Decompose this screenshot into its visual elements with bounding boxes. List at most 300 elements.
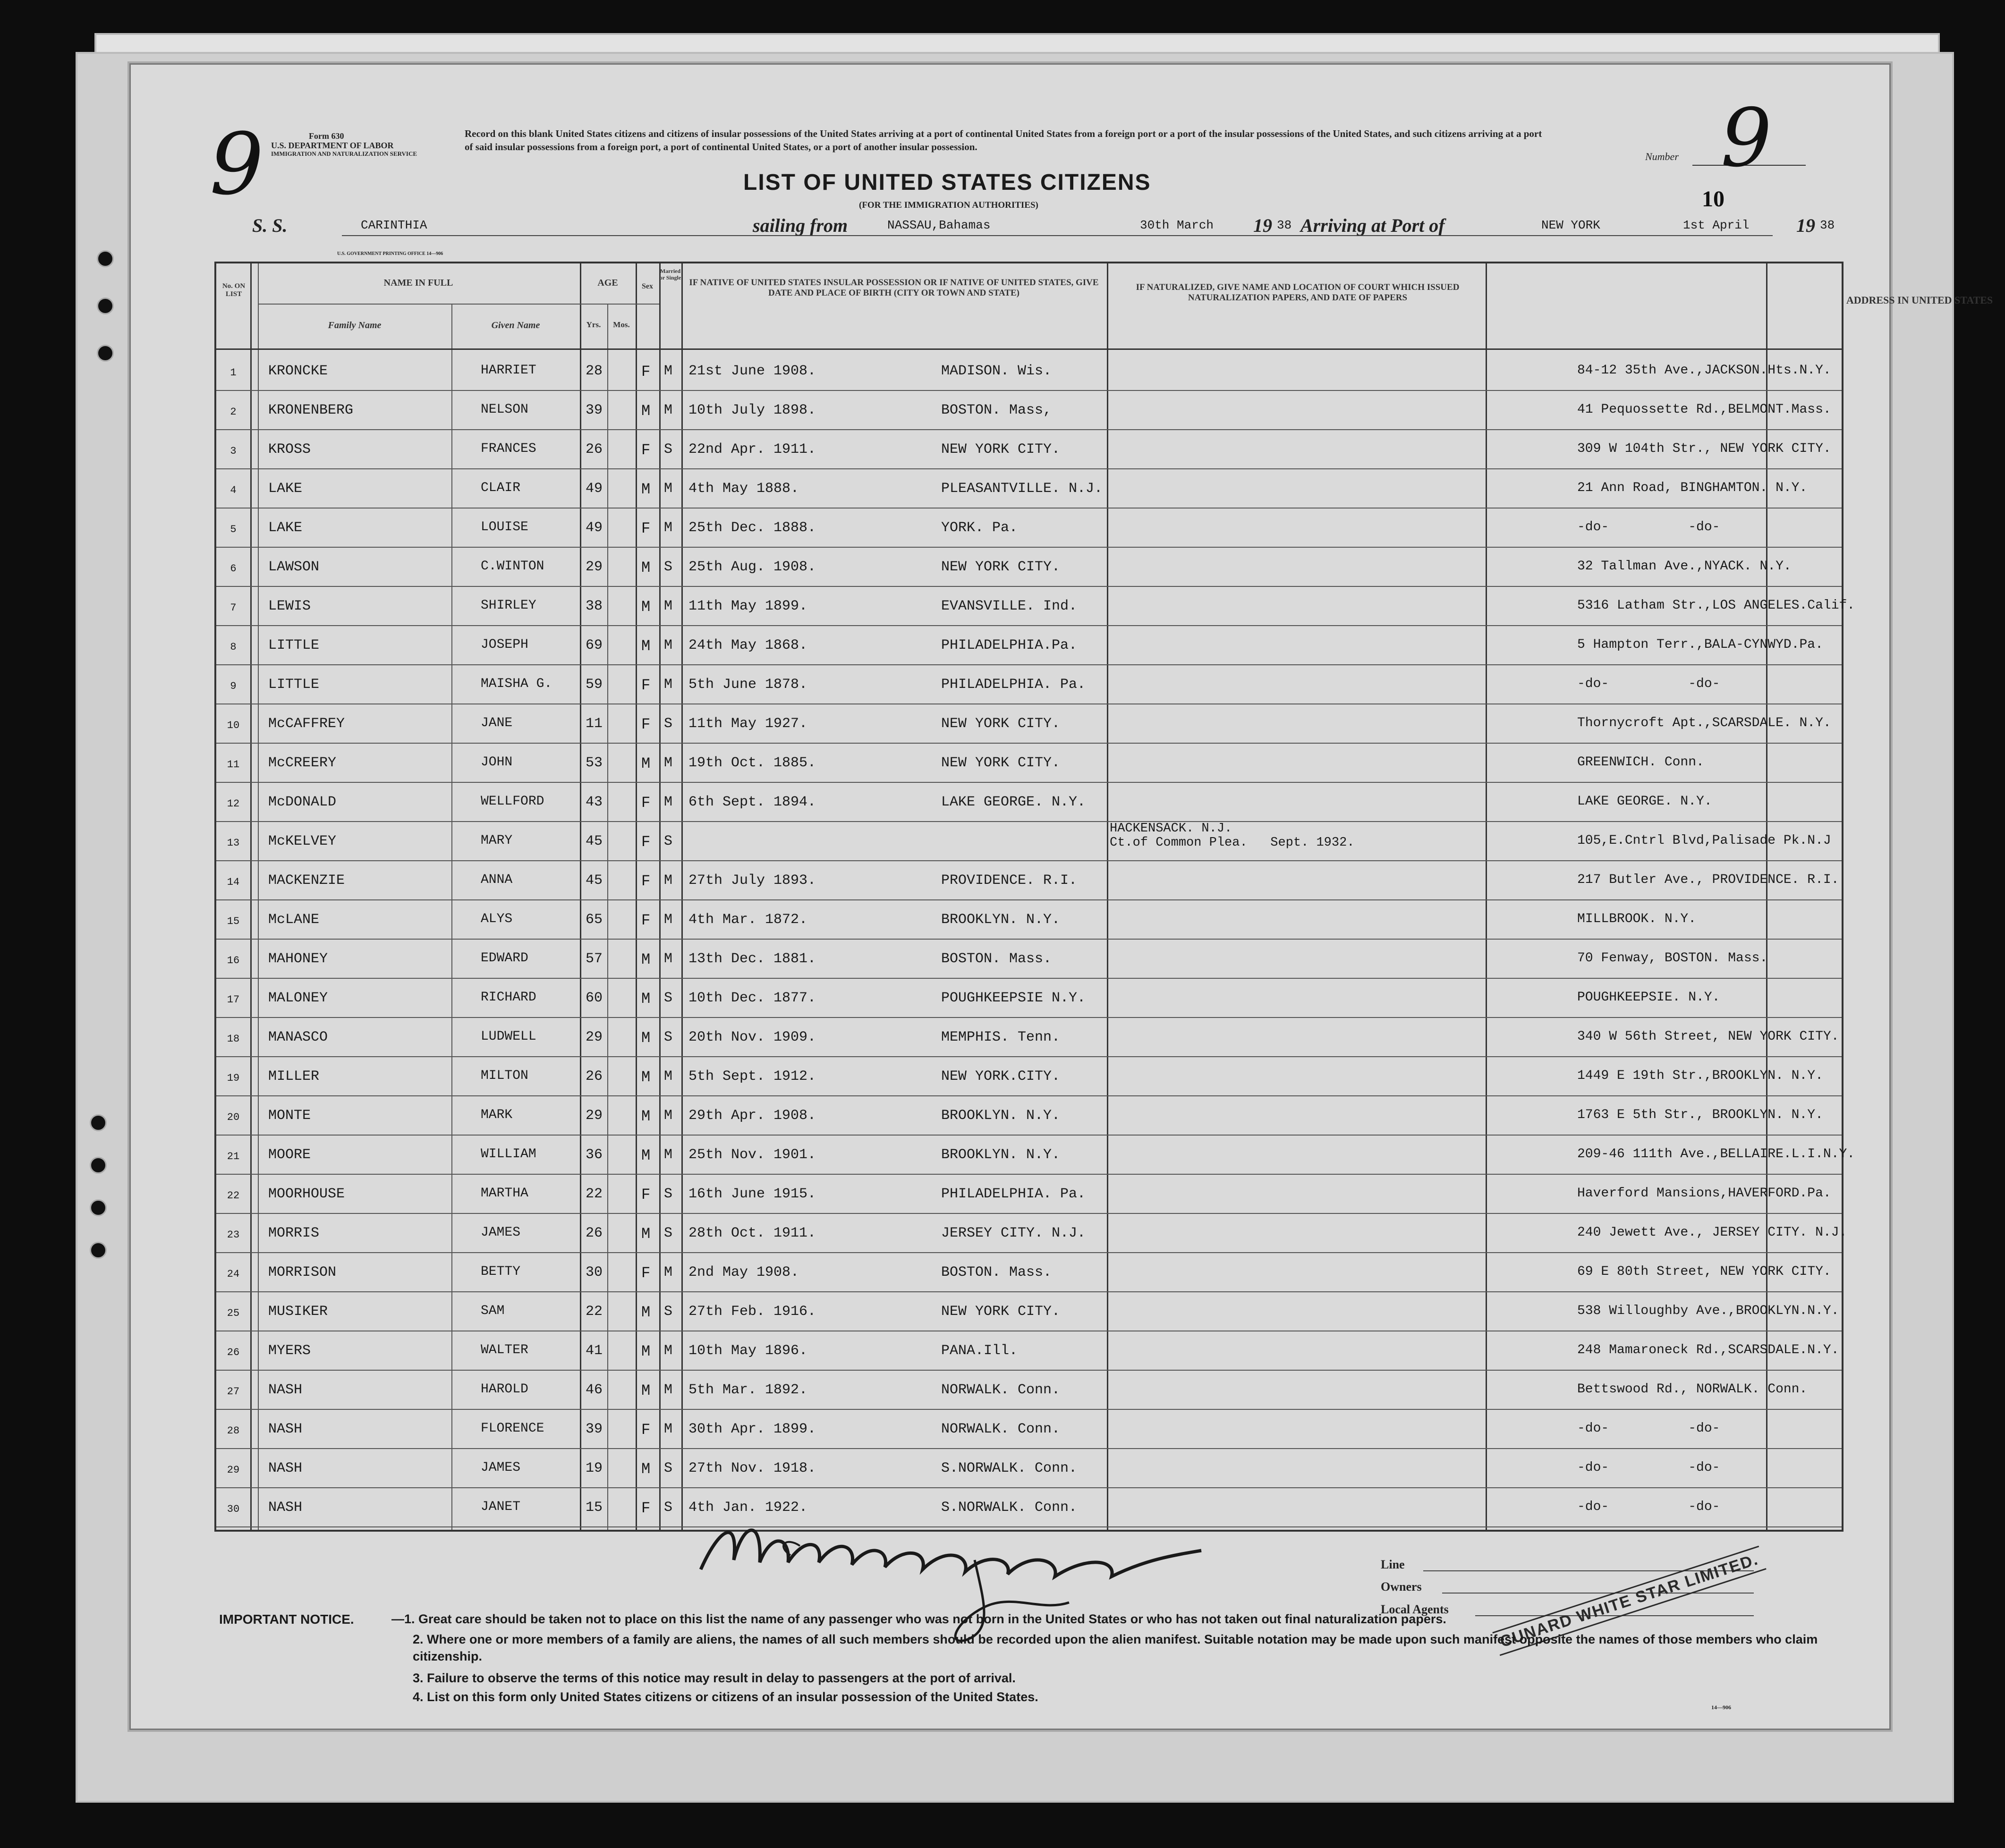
row-number: 17 xyxy=(227,994,240,1006)
notice-2: 2. Where one or more members of a family are aliens, the names of all such members should be recorded upon the alien manifest. Suitable notation may be made upon such manifest opposite the names of those members who claim citizenship. xyxy=(413,1632,1818,1664)
marital-status: S xyxy=(664,990,673,1006)
form-id-block xyxy=(271,132,417,157)
row-number: 26 xyxy=(227,1347,240,1358)
row-number: 4 xyxy=(230,484,237,496)
header-name-in-full: NAME IN FULL xyxy=(383,278,453,288)
row-number: 14 xyxy=(227,876,240,888)
table-row xyxy=(216,625,1842,661)
address: MILLBROOK. N.Y. xyxy=(1577,912,1697,926)
marital-status: S xyxy=(664,1304,673,1320)
row-number: 29 xyxy=(227,1464,240,1476)
sex: M xyxy=(641,951,651,968)
given-name: JAMES xyxy=(481,1460,521,1475)
address: 5 Hampton Terr.,BALA-CYNWYD.Pa. xyxy=(1577,637,1823,652)
arrival-year: 38 xyxy=(1820,218,1835,232)
row-number: 24 xyxy=(227,1268,240,1280)
table-row xyxy=(216,782,1842,818)
family-name: LEWIS xyxy=(268,598,311,614)
birth-place: NEW YORK CITY. xyxy=(941,755,1061,771)
age-years: 60 xyxy=(586,990,603,1006)
family-name: MUSIKER xyxy=(268,1304,328,1320)
sex: M xyxy=(641,1108,651,1125)
marital-status: S xyxy=(664,1029,673,1045)
family-name: MOORE xyxy=(268,1147,311,1163)
birth-place: BROOKLYN. N.Y. xyxy=(941,1108,1061,1124)
birth-place: PROVIDENCE. R.I. xyxy=(941,873,1078,889)
table-row xyxy=(216,1448,1842,1484)
birth-date: 5th Mar. 1892. xyxy=(688,1382,808,1398)
family-name: NASH xyxy=(268,1500,303,1516)
birth-date: 16th June 1915. xyxy=(688,1186,816,1202)
row-number: 15 xyxy=(227,916,240,927)
age-years: 22 xyxy=(586,1186,603,1202)
table-row xyxy=(216,1370,1842,1406)
marital-status: M xyxy=(664,481,673,497)
given-name: HAROLD xyxy=(481,1382,528,1397)
table-row xyxy=(216,860,1842,897)
family-name: KRONENBERG xyxy=(268,402,354,418)
birth-date: 19th Oct. 1885. xyxy=(688,755,816,771)
sex: M xyxy=(641,1382,651,1399)
header-married-single: Married or Single xyxy=(659,268,681,281)
sailing-label: sailing from xyxy=(753,215,848,236)
age-years: 22 xyxy=(586,1304,603,1320)
birth-place: BOSTON. Mass. xyxy=(941,951,1052,967)
sail-year: 38 xyxy=(1277,218,1292,232)
age-years: 65 xyxy=(586,912,603,928)
printer-note: U.S. GOVERNMENT PRINTING OFFICE 14—906 xyxy=(337,251,443,256)
ss-label: S. S. xyxy=(252,215,288,236)
address: 248 Mamaroneck Rd.,SCARSDALE.N.Y. xyxy=(1577,1343,1839,1357)
table-row xyxy=(216,351,1842,387)
marital-status: S xyxy=(664,716,673,732)
row-number: 21 xyxy=(227,1151,240,1162)
age-years: 26 xyxy=(586,441,603,458)
owners-underline xyxy=(1442,1593,1754,1594)
age-years: 29 xyxy=(586,1108,603,1124)
sex: F xyxy=(641,441,651,459)
row-number: 11 xyxy=(227,759,240,771)
age-years: 28 xyxy=(586,363,603,379)
address: Thornycroft Apt.,SCARSDALE. N.Y. xyxy=(1577,716,1831,730)
age-years: 26 xyxy=(586,1225,603,1241)
number-value: 9 xyxy=(1721,92,1772,185)
family-name: NASH xyxy=(268,1382,303,1398)
header-yrs: Yrs. xyxy=(586,320,601,329)
family-name: LAKE xyxy=(268,520,303,536)
marital-status: S xyxy=(664,559,673,575)
sex: F xyxy=(641,1186,651,1204)
row-number: 7 xyxy=(230,602,237,614)
age-years: 45 xyxy=(586,833,603,849)
sail-year-prefix: 19 xyxy=(1253,215,1272,236)
birth-date: 24th May 1868. xyxy=(688,637,808,653)
birth-date: 28th Oct. 1911. xyxy=(688,1225,816,1241)
sail-date: 30th March xyxy=(1140,218,1214,232)
birth-date: 5th Sept. 1912. xyxy=(688,1068,816,1085)
sex: M xyxy=(641,1304,651,1321)
family-name: LITTLE xyxy=(268,637,320,653)
family-name: MORRISON xyxy=(268,1264,337,1280)
marital-status: M xyxy=(664,402,673,418)
owners-label: Owners xyxy=(1381,1580,1422,1594)
sex: M xyxy=(641,1460,651,1478)
address: 340 W 56th Street, NEW YORK CITY. xyxy=(1577,1029,1839,1044)
age-years: 15 xyxy=(586,1500,603,1516)
birth-place: YORK. Pa. xyxy=(941,520,1018,536)
sex: F xyxy=(641,363,651,381)
row-number: 18 xyxy=(227,1033,240,1045)
address: 5316 Latham Str.,LOS ANGELES.Calif. xyxy=(1577,598,1855,613)
page-subtitle: (FOR THE IMMIGRATION AUTHORITIES) xyxy=(859,200,1038,210)
birth-date: 20th Nov. 1909. xyxy=(688,1029,816,1045)
header-sex: Sex xyxy=(642,282,653,290)
table-row xyxy=(216,1056,1842,1093)
birth-place: PHILADELPHIA. Pa. xyxy=(941,1186,1086,1202)
family-name: LAKE xyxy=(268,481,303,497)
sex: F xyxy=(641,716,651,733)
marital-status: M xyxy=(664,1147,673,1163)
given-name: MILTON xyxy=(481,1068,528,1083)
given-name: MARTHA xyxy=(481,1186,528,1201)
age-years: 69 xyxy=(586,637,603,653)
birth-place: POUGHKEEPSIE N.Y. xyxy=(941,990,1086,1006)
header-family-name: Family Name xyxy=(328,320,382,331)
given-name: JANET xyxy=(481,1500,521,1514)
age-years: 49 xyxy=(586,520,603,536)
table-row xyxy=(216,429,1842,466)
given-name: HARRIET xyxy=(481,363,536,378)
family-name: KROSS xyxy=(268,441,311,458)
given-name: C.WINTON xyxy=(481,559,544,574)
table-row xyxy=(216,939,1842,975)
given-name: JOSEPH xyxy=(481,637,528,652)
address: Haverford Mansions,HAVERFORD.Pa. xyxy=(1577,1186,1831,1201)
birth-date: 4th Jan. 1922. xyxy=(688,1500,808,1516)
voyage-underline xyxy=(342,235,1773,236)
sex: M xyxy=(641,1029,651,1047)
given-name: WELLFORD xyxy=(481,794,544,809)
given-name: BETTY xyxy=(481,1264,521,1279)
birth-place: LAKE GEORGE. N.Y. xyxy=(941,794,1086,810)
birth-place: PHILADELPHIA. Pa. xyxy=(941,677,1086,693)
marital-status: S xyxy=(664,1500,673,1516)
address: GREENWICH. Conn. xyxy=(1577,755,1704,770)
family-name: MONTE xyxy=(268,1108,311,1124)
table-row xyxy=(216,978,1842,1014)
given-name: NELSON xyxy=(481,402,528,417)
header-naturalization: IF NATURALIZED, GIVE NAME AND LOCATION OF COURT WHICH ISSUED NATURALIZATION PAPERS, AND DATE OF PAPERS xyxy=(1136,282,1460,303)
row-number: 10 xyxy=(227,720,240,731)
number-label: Number xyxy=(1645,151,1679,162)
address: 41 Pequossette Rd.,BELMONT.Mass. xyxy=(1577,402,1831,417)
birth-place: BOSTON. Mass, xyxy=(941,402,1052,418)
sex: F xyxy=(641,912,651,929)
table-row xyxy=(216,390,1842,426)
table-row xyxy=(216,468,1842,505)
marital-status: M xyxy=(664,677,673,693)
family-name: KRONCKE xyxy=(268,363,328,379)
row-number: 2 xyxy=(230,406,237,418)
age-years: 26 xyxy=(586,1068,603,1085)
given-name: ANNA xyxy=(481,873,513,887)
address: 70 Fenway, BOSTON. Mass. xyxy=(1577,951,1768,966)
birth-place: MADISON. Wis. xyxy=(941,363,1052,379)
birth-date: 13th Dec. 1881. xyxy=(688,951,816,967)
sex: M xyxy=(641,402,651,420)
family-name: McDONALD xyxy=(268,794,337,810)
marital-status: M xyxy=(664,755,673,771)
given-name: JAMES xyxy=(481,1225,521,1240)
birth-place: MEMPHIS. Tenn. xyxy=(941,1029,1061,1045)
naturalization: HACKENSACK. N.J. Ct.of Common Plea. Sept. 1932. xyxy=(1110,822,1355,850)
sex: M xyxy=(641,598,651,616)
row-number: 6 xyxy=(230,563,237,575)
table-row xyxy=(216,1331,1842,1367)
birth-place: NORWALK. Conn. xyxy=(941,1421,1061,1437)
birth-place: S.NORWALK. Conn. xyxy=(941,1500,1078,1516)
address: -do- -do- xyxy=(1577,1421,1720,1436)
binder-hole xyxy=(90,1242,107,1259)
family-name: LITTLE xyxy=(268,677,320,693)
form-number: Form 630 xyxy=(309,131,344,141)
table-row xyxy=(216,1174,1842,1210)
header-bottom xyxy=(216,348,1842,350)
corner-number: 9 xyxy=(210,115,264,214)
birth-place: PANA.Ill. xyxy=(941,1343,1018,1359)
notice-label: IMPORTANT NOTICE. xyxy=(219,1612,354,1627)
row-number: 12 xyxy=(227,798,240,810)
age-years: 45 xyxy=(586,873,603,889)
birth-date: 30th Apr. 1899. xyxy=(688,1421,816,1437)
age-years: 57 xyxy=(586,951,603,967)
table-row xyxy=(216,1409,1842,1445)
marital-status: M xyxy=(664,1264,673,1280)
given-name: MAISHA G. xyxy=(481,677,552,691)
row-number: 25 xyxy=(227,1307,240,1319)
form-code: 14—906 xyxy=(1711,1704,1731,1711)
row-number: 23 xyxy=(227,1229,240,1241)
sex: M xyxy=(641,990,651,1008)
family-name: McLANE xyxy=(268,912,320,928)
table-row xyxy=(216,508,1842,544)
given-name: LOUISE xyxy=(481,520,528,534)
birth-date: 27th Nov. 1918. xyxy=(688,1460,816,1476)
table-row xyxy=(216,899,1842,936)
marital-status: M xyxy=(664,1382,673,1398)
family-name: McKELVEY xyxy=(268,833,337,849)
row-number: 16 xyxy=(227,955,240,966)
address: 21 Ann Road, BINGHAMTON. N.Y. xyxy=(1577,481,1808,495)
birth-place: NORWALK. Conn. xyxy=(941,1382,1061,1398)
address: 538 Willoughby Ave.,BROOKLYN.N.Y. xyxy=(1577,1304,1839,1318)
binder-hole xyxy=(97,345,114,362)
notice-3: 3. Failure to observe the terms of this notice may result in delay to passengers at the port of arrival. xyxy=(413,1671,1016,1685)
address: 84-12 35th Ave.,JACKSON.Hts.N.Y. xyxy=(1577,363,1831,378)
birth-date: 4th May 1888. xyxy=(688,481,799,497)
marital-status: M xyxy=(664,873,673,889)
table-row xyxy=(216,1213,1847,1249)
address: 1763 E 5th Str., BROOKLYN. N.Y. xyxy=(1577,1108,1823,1122)
binder-hole xyxy=(97,297,114,314)
table-row xyxy=(216,821,1842,857)
notice-4: 4. List on this form only United States citizens or citizens of an insular possession of the United States. xyxy=(413,1690,1038,1704)
sex: M xyxy=(641,1343,651,1360)
birth-date: 5th June 1878. xyxy=(688,677,808,693)
age-years: 29 xyxy=(586,559,603,575)
ship-name: CARINTHIA xyxy=(361,218,427,232)
family-name: MACKENZIE xyxy=(268,873,345,889)
service-label: IMMIGRATION AND NATURALIZATION SERVICE xyxy=(271,150,417,157)
page-number: 10 xyxy=(1702,186,1725,212)
sex: M xyxy=(641,481,651,498)
birth-place: PLEASANTVILLE. N.J. xyxy=(941,481,1103,497)
sex: F xyxy=(641,873,651,890)
table-row xyxy=(216,1017,1842,1053)
birth-date: 25th Aug. 1908. xyxy=(688,559,816,575)
given-name: FRANCES xyxy=(481,441,536,456)
birth-date: 2nd May 1908. xyxy=(688,1264,799,1280)
sex: F xyxy=(641,520,651,537)
given-name: MARY xyxy=(481,833,513,848)
header-age: AGE xyxy=(597,278,618,288)
sex: M xyxy=(641,755,651,772)
given-name: CLAIR xyxy=(481,481,521,495)
table-row xyxy=(216,586,1855,622)
birth-date: 22nd Apr. 1911. xyxy=(688,441,816,458)
voyage-line xyxy=(252,214,1835,243)
marital-status: M xyxy=(664,1421,673,1437)
binder-hole xyxy=(97,250,114,267)
address: 69 E 80th Street, NEW YORK CITY. xyxy=(1577,1264,1831,1279)
manifest-sheet xyxy=(127,61,1993,1732)
age-years: 59 xyxy=(586,677,603,693)
address: 217 Butler Ave., PROVIDENCE. R.I. xyxy=(1577,873,1839,887)
row-number: 9 xyxy=(230,680,237,692)
marital-status: M xyxy=(664,363,673,379)
arriving-label: Arriving at Port of xyxy=(1300,215,1445,236)
arrival-port: NEW YORK xyxy=(1541,218,1600,232)
address: 32 Tallman Ave.,NYACK. N.Y. xyxy=(1577,559,1792,574)
given-name: RICHARD xyxy=(481,990,536,1005)
given-name: JOHN xyxy=(481,755,513,770)
address: Bettswood Rd., NORWALK. Conn. xyxy=(1577,1382,1808,1397)
given-name: SHIRLEY xyxy=(481,598,536,613)
table-row xyxy=(216,1252,1842,1289)
row-number: 5 xyxy=(230,524,237,535)
birth-date: 10th Dec. 1877. xyxy=(688,990,816,1006)
birth-date: 11th May 1899. xyxy=(688,598,808,614)
birth-date: 10th July 1898. xyxy=(688,402,816,418)
marital-status: S xyxy=(664,1460,673,1476)
given-name: SAM xyxy=(481,1304,505,1318)
row-number: 30 xyxy=(227,1503,240,1515)
family-name: McCAFFREY xyxy=(268,716,345,732)
birth-place: BROOKLYN. N.Y. xyxy=(941,912,1061,928)
family-name: MANASCO xyxy=(268,1029,328,1045)
birth-place: PHILADELPHIA.Pa. xyxy=(941,637,1078,653)
family-name: LAWSON xyxy=(268,559,320,575)
birth-date: 21st June 1908. xyxy=(688,363,816,379)
sex: F xyxy=(641,833,651,851)
sex: F xyxy=(641,677,651,694)
given-name: ALYS xyxy=(481,912,513,926)
table-row xyxy=(216,1095,1842,1132)
birth-place: NEW YORK CITY. xyxy=(941,1304,1061,1320)
line-label: Line xyxy=(1381,1558,1405,1571)
row-number: 8 xyxy=(230,641,237,653)
given-name: JANE xyxy=(481,716,513,730)
given-name: FLORENCE xyxy=(481,1421,544,1436)
sex: F xyxy=(641,1421,651,1439)
sex: M xyxy=(641,559,651,576)
birth-date: 27th July 1893. xyxy=(688,873,816,889)
birth-place: NEW YORK CITY. xyxy=(941,559,1061,575)
row-number: 22 xyxy=(227,1190,240,1202)
given-name: LUDWELL xyxy=(481,1029,536,1044)
birth-place: NEW YORK.CITY. xyxy=(941,1068,1061,1085)
family-name: MOORHOUSE xyxy=(268,1186,345,1202)
given-name: WILLIAM xyxy=(481,1147,536,1161)
birth-date: 27th Feb. 1916. xyxy=(688,1304,816,1320)
header-mos: Mos. xyxy=(613,320,630,329)
row-number: 19 xyxy=(227,1072,240,1084)
birth-date: 6th Sept. 1894. xyxy=(688,794,816,810)
row-number: 1 xyxy=(230,367,237,379)
birth-date: 25th Dec. 1888. xyxy=(688,520,816,536)
record-note: Record on this blank United States citizens and citizens of insular possessions of the United States arriving at a port of continental United States from a foreign port or a port of the insular possessions of the United States, and such citizens arriving at a port of said insular possessions from a foreign port, a port of continental United States, or a port of another insular possession. xyxy=(465,128,1542,153)
given-name: MARK xyxy=(481,1108,513,1122)
birth-place: S.NORWALK. Conn. xyxy=(941,1460,1078,1476)
marital-status: M xyxy=(664,794,673,810)
manifest-table xyxy=(214,262,1993,1532)
age-years: 29 xyxy=(586,1029,603,1045)
address: 105,E.Cntrl Blvd,Palisade Pk.N.J xyxy=(1577,833,1831,848)
address: -do- -do- xyxy=(1577,520,1720,534)
birth-date: 4th Mar. 1872. xyxy=(688,912,808,928)
agents-label: Local Agents xyxy=(1381,1602,1449,1616)
arrival-date: 1st April xyxy=(1683,218,1750,232)
marital-status: S xyxy=(664,833,673,849)
family-name: NASH xyxy=(268,1460,303,1476)
marital-status: M xyxy=(664,520,673,536)
age-years: 39 xyxy=(586,1421,603,1437)
age-years: 38 xyxy=(586,598,603,614)
age-years: 43 xyxy=(586,794,603,810)
marital-status: S xyxy=(664,441,673,458)
sex: F xyxy=(641,1264,651,1282)
table-row xyxy=(216,1135,1855,1171)
birth-date: 11th May 1927. xyxy=(688,716,808,732)
address: LAKE GEORGE. N.Y. xyxy=(1577,794,1712,809)
family-name: MAHONEY xyxy=(268,951,328,967)
given-name: WALTER xyxy=(481,1343,528,1357)
marital-status: M xyxy=(664,1343,673,1359)
family-name: NASH xyxy=(268,1421,303,1437)
birth-place: EVANSVILLE. Ind. xyxy=(941,598,1078,614)
binder-hole xyxy=(90,1199,107,1216)
given-name: EDWARD xyxy=(481,951,528,966)
age-years: 19 xyxy=(586,1460,603,1476)
age-years: 30 xyxy=(586,1264,603,1280)
arrival-year-prefix: 19 xyxy=(1796,215,1815,236)
marital-status: M xyxy=(664,912,673,928)
row-number: 3 xyxy=(230,445,237,457)
birth-date: 29th Apr. 1908. xyxy=(688,1108,816,1124)
address: 309 W 104th Str., NEW YORK CITY. xyxy=(1577,441,1831,456)
age-years: 41 xyxy=(586,1343,603,1359)
address: -do- -do- xyxy=(1577,677,1720,691)
